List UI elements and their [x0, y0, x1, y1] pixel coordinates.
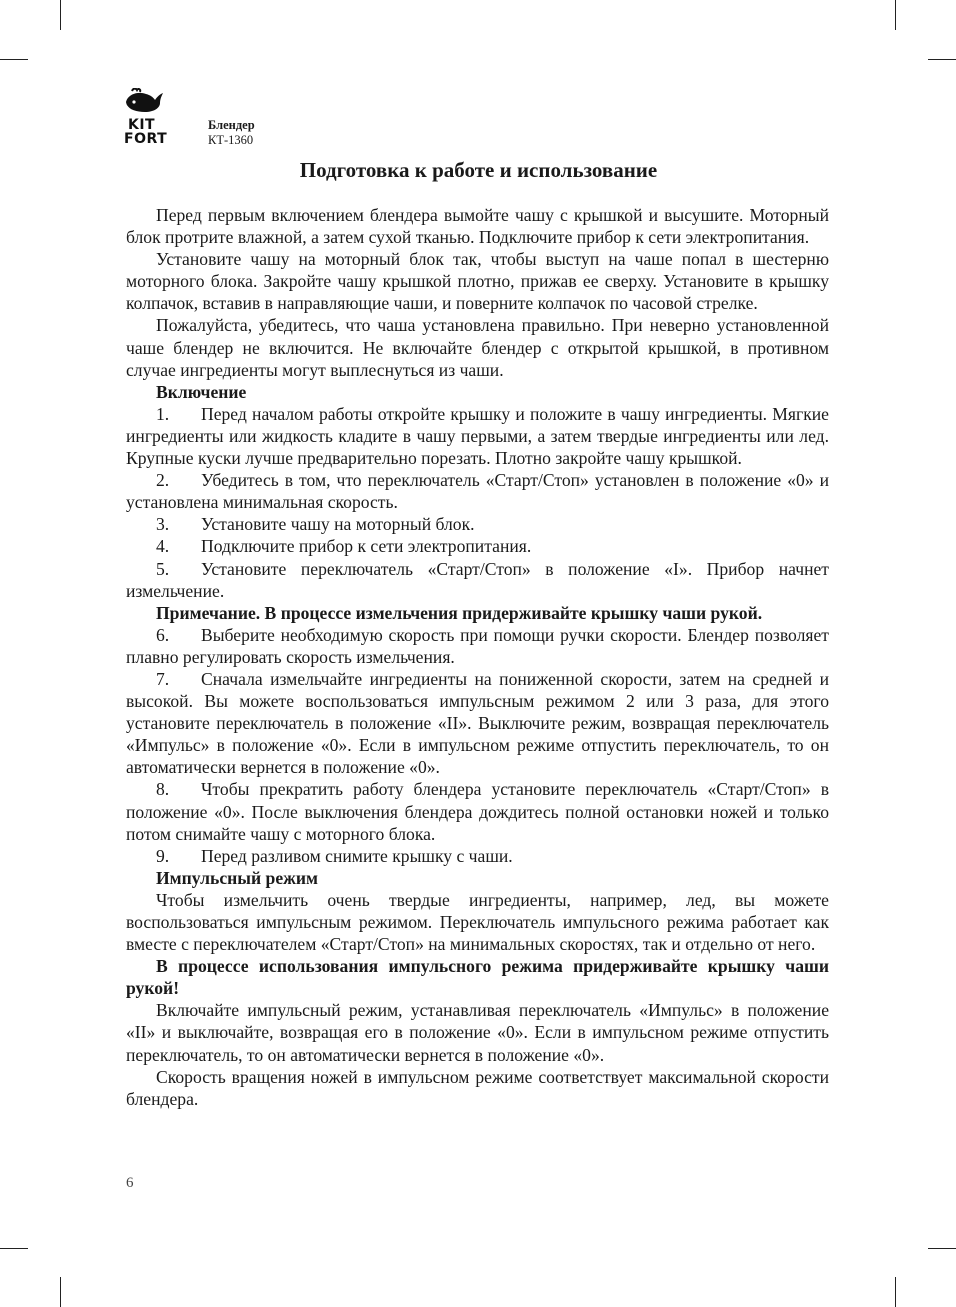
list-item: 1. Перед началом работы откройте крышку и положите в чашу ингредиенты. Мягкие ингредиенты или жидкость кладите в чашу первыми, а затем твердые ингредиенты или лед. Крупные куски лучше предварительно порезать. Плотно закройте чашу крышкой.	[126, 403, 829, 469]
crop-mark	[0, 59, 28, 60]
list-item: 8. Чтобы прекратить работу блендера установите переключатель «Старт/Стоп» в положение «0». После выключения блендера дождитесь полной остановки ножей и только потом снимайте чашу с моторного блока.	[126, 779, 829, 844]
list-item: 6. Выберите необходимую скорость при помощи ручки скорости. Блендер позволяет плавно регулировать скорость измельчения.	[126, 624, 829, 667]
brand-line-1: KIT	[128, 117, 156, 133]
crop-mark	[60, 1277, 61, 1307]
section-title: Подготовка к работе и использование	[299, 158, 658, 182]
crop-mark	[928, 1248, 956, 1249]
list-item: 7. Сначала измельчайте ингредиенты на пониженной скорости, затем на средней и высокой. Вы можете воспользоваться импульсным режимом 2 или 3 раза, для этого установите переключатель в положение «II». Выключите режим, возвращая переключатель «Импульс» в положение «0». Если в импульсном режиме отпустить переключатель, то он автоматически вернется в положение «0».	[126, 668, 829, 778]
crop-mark	[928, 59, 956, 60]
crop-mark	[60, 0, 61, 30]
note: Примечание. В процессе измельчения придерживайте крышку чаши рукой.	[156, 602, 763, 623]
paragraph: Перед первым включением блендера вымойте чашу с крышкой и высушите. Моторный блок протрите влажной, а затем сухой тканью. Подключите прибор к сети электропитания.	[126, 205, 829, 248]
brand-logo	[124, 88, 194, 146]
instructions-body	[126, 204, 829, 1110]
paragraph: Включайте импульсный режим, устанавливая переключатель «Импульс» в положение «II» и выключайте, возвращая его в положение «0». Если в импульсном режиме отпустить переключатель, то он автоматически вернется в положение «0».	[126, 1000, 829, 1065]
product-info	[208, 118, 255, 148]
paragraph: Скорость вращения ножей в импульсном режиме соответствует максимальной скорости блендера.	[126, 1066, 829, 1109]
page-number: 6	[126, 1175, 134, 1191]
crop-mark	[0, 1248, 28, 1249]
whale-icon	[124, 88, 164, 114]
product-name: Блендер	[208, 118, 255, 132]
crop-mark	[895, 1277, 896, 1307]
paragraph: Установите чашу на моторный блок так, чтобы выступ на чаше попал в шестерню моторного блока. Закройте чашу крышкой плотно, прижав ее сверху. Установите в крышку колпачок, вставив в направляющие чаши, и поверните колпачок по часовой стрелке.	[126, 249, 829, 314]
product-model: КТ-1360	[208, 133, 254, 147]
subheading-pulse-mode: Импульсный режим	[156, 867, 319, 888]
list-item: 3. Установите чашу на моторный блок.	[156, 514, 475, 535]
warning: В процессе использования импульсного режима придерживайте крышку чаши рукой!	[126, 956, 829, 999]
subheading-switch-on: Включение	[156, 381, 247, 402]
list-item: 5. Установите переключатель «Старт/Стоп» в положение «I». Прибор начнет измельчение.	[126, 558, 829, 601]
list-item: 4. Подключите прибор к сети электропитания.	[156, 536, 532, 557]
list-item: 2. Убедитесь в том, что переключатель «Старт/Стоп» установлен в положение «0» и установлена минимальная скорость.	[126, 470, 829, 513]
paragraph: Чтобы измельчить очень твердые ингредиенты, например, лед, вы можете воспользоваться импульсным режимом. Переключатель импульсного режима работает как вместе с переключателем «Старт/Стоп» на минимальных скоростях, так и отдельно от него.	[126, 889, 829, 955]
crop-mark	[895, 0, 896, 30]
list-item: 9. Перед разливом снимите крышку с чаши.	[156, 845, 513, 866]
paragraph: Пожалуйста, убедитесь, что чаша установлена правильно. При неверно установленной чаше блендер не включится. Не включайте блендер с открытой крышкой, в противном случае ингредиенты могут выплеснуться из чаши.	[126, 315, 829, 380]
brand-line-2: FORT	[124, 131, 168, 147]
